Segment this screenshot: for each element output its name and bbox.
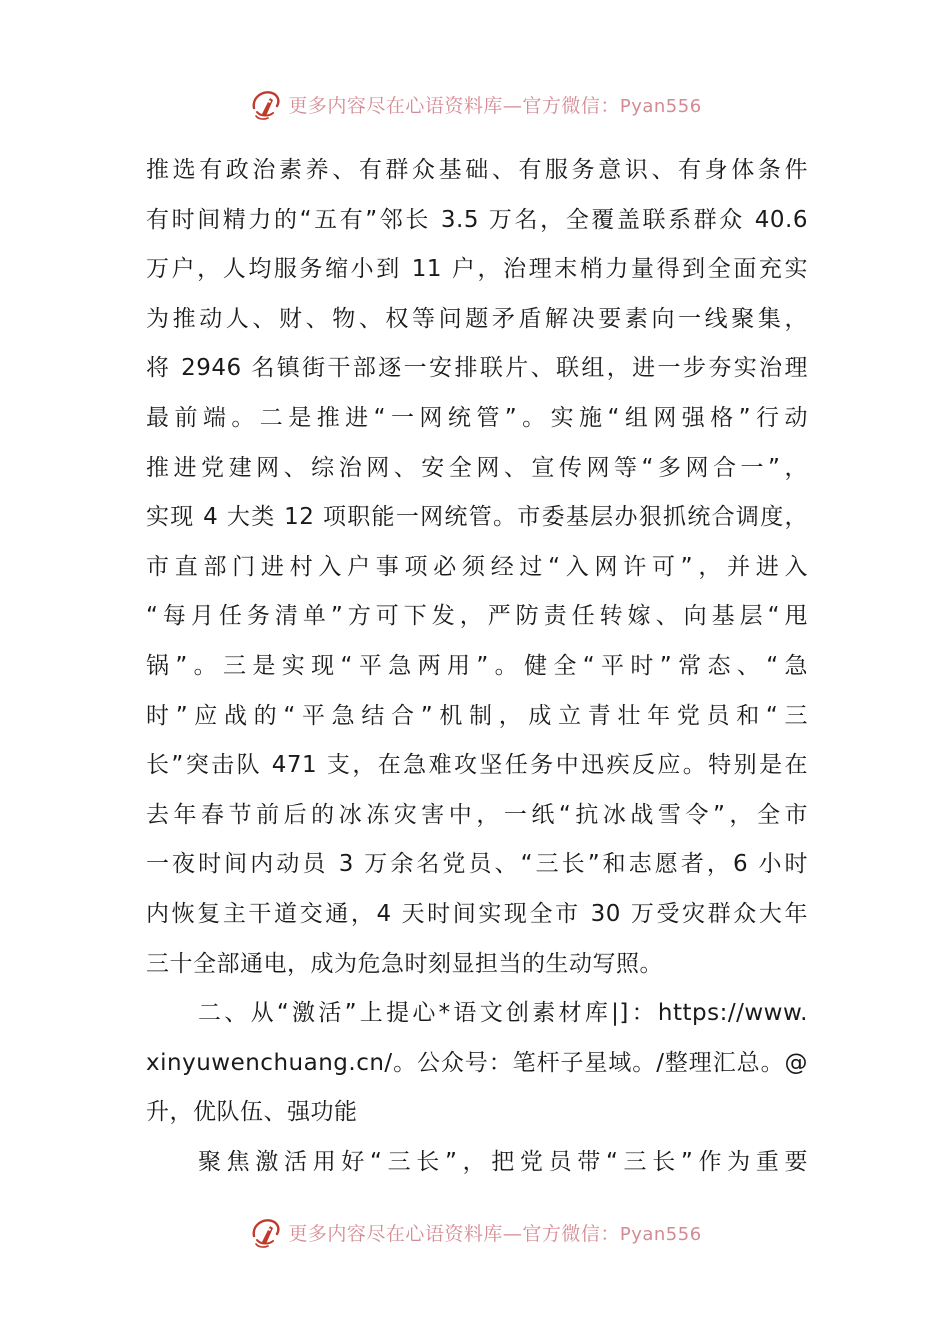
- header-watermark-banner: [0, 84, 950, 124]
- body-line-5: 将 2946 名镇街干部逐一安排联片、联组，进一步夯实治理: [146, 355, 808, 382]
- document-body: [146, 146, 808, 1187]
- header-watermark-text: [288, 91, 701, 118]
- body-line-4: 为推动人、财、物、权等问题矛盾解决要素向一线聚集，: [146, 305, 808, 332]
- footer-brand-text: 更多内容尽在心语资料库: [288, 1222, 503, 1245]
- header-wechat-id: Pyan556: [619, 95, 702, 117]
- body-line-8: 实现 4 大类 12 项职能一网统管。市委基层办狠抓统合调度，: [146, 504, 808, 531]
- body-line-7: 推进党建网、综治网、安全网、宣传网等“多网合一”，: [146, 454, 808, 481]
- pen-nib-swirl-icon: [248, 1214, 284, 1250]
- body-line-1: 推选有政治素养、有群众基础、有服务意识、有身体条件: [146, 157, 808, 183]
- body-line-9: 市直部门进村入户事项必须经过“入网许可”，并进入: [146, 553, 808, 580]
- body-line-2: 有时间精力的“五有”邻长 3.5 万名，全覆盖联系群众 40.6: [146, 206, 808, 233]
- footer-watermark-banner: [0, 1212, 950, 1252]
- header-dash: —: [502, 94, 523, 117]
- header-brand-text: 更多内容尽在心语资料库: [288, 94, 503, 117]
- body-line-16: 内恢复主干道交通，4 天时间实现全市 30 万受灾群众大年: [146, 900, 808, 927]
- header-official-label: 官方微信：: [522, 94, 620, 117]
- pen-nib-swirl-icon: [248, 86, 284, 122]
- footer-official-label: 官方微信：: [522, 1222, 620, 1245]
- body-line-12: 时”应战的“平急结合”机制，成立青壮年党员和“三: [146, 702, 808, 729]
- body-line-11: 锅”。三是实现“平急两用”。健全“平时”常态、“急: [146, 652, 808, 679]
- section-heading-line-1: 二、从“激活”上提心*语文创素材库|]：https://www.: [198, 1000, 808, 1027]
- footer-dash: —: [502, 1222, 523, 1245]
- body-line-17: 三十全部通电，成为危急时刻显担当的生动写照。: [146, 950, 663, 977]
- section-heading-line-3: 升，优队伍、强功能: [146, 1099, 358, 1126]
- body-line-10: “每月任务清单”方可下发，严防责任转嫁、向基层“甩: [146, 603, 808, 630]
- body-line-3: 万户，人均服务缩小到 11 户，治理末梢力量得到全面充实: [146, 256, 808, 283]
- body-line-21: 聚焦激活用好“三长”，把党员带“三长”作为重要: [198, 1148, 808, 1175]
- body-line-15: 一夜时间内动员 3 万余名党员、“三长”和志愿者，6 小时: [146, 851, 808, 878]
- footer-watermark-text: [288, 1219, 701, 1246]
- body-line-13: 长”突击队 471 支，在急难攻坚任务中迅疾反应。特别是在: [146, 752, 808, 779]
- body-line-6: 最前端。二是推进“一网统管”。实施“组网强格”行动: [146, 404, 808, 431]
- section-heading-line-2: xinyuwenchuang.cn/。公众号：笔杆子星域。/整理汇总。@: [146, 1049, 808, 1076]
- body-line-14: 去年春节前后的冰冻灾害中，一纸“抗冰战雪令”，全市: [146, 801, 808, 828]
- footer-wechat-id: Pyan556: [619, 1223, 702, 1245]
